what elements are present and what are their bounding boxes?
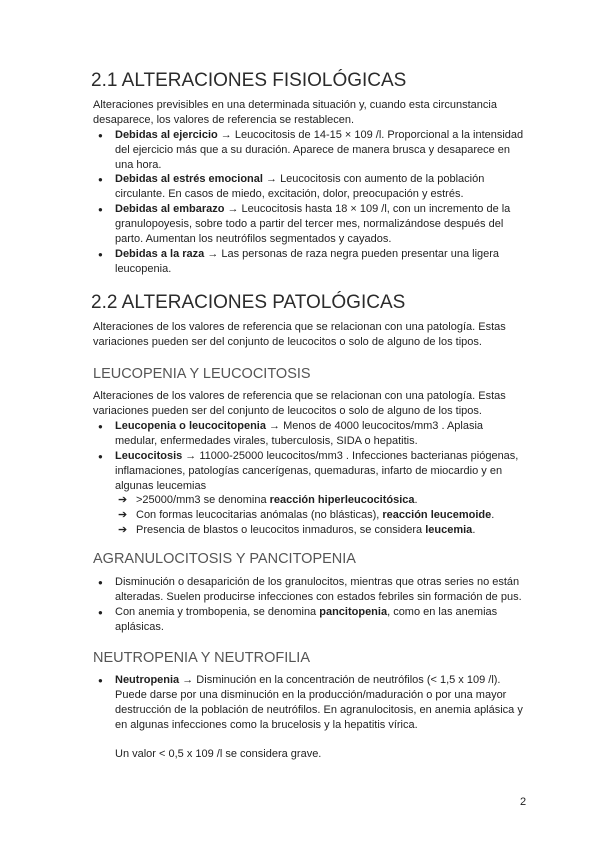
item-text: , como en las anemias: [387, 606, 498, 618]
list-item-line: algunas leucemias: [115, 480, 207, 492]
sub-text: .: [414, 494, 418, 506]
list-item-line: del ejercicio más que a su duración. Aparece de manera brusca y desaparece en: [115, 144, 511, 156]
heading-leucopenia-leucocitosis: LEUCOPENIA Y LEUCOCITOSIS: [93, 366, 311, 382]
bullet-icon: ●: [98, 131, 103, 140]
list-item-line: Puede darse por una disminución en la producción/maduración o por una mayor: [115, 689, 507, 701]
sub-text: Presencia de blastos o leucocitos inmaduros, se considera: [136, 524, 426, 536]
list-item-line: circulante. En casos de miedo, excitación, dolor, preocupación y estrés.: [115, 188, 464, 200]
list-item-line: aplásicas.: [115, 621, 164, 633]
bullet-icon: ●: [98, 578, 103, 587]
list-item-line: parto. Aumentan los neutrófilos segmentados y cayados.: [115, 233, 392, 245]
paragraph-line: variaciones pueden ser del conjunto de leucocitos o solo de alguno de los tipos.: [93, 336, 482, 348]
term: Neutropenia: [115, 674, 180, 686]
bullet-icon: ●: [98, 422, 103, 431]
sub-list-item: [136, 508, 494, 523]
definition: → 11000-25000 leucocitos/mm3 . Infecciones bacterianas piógenas,: [182, 450, 519, 462]
list-item: [115, 605, 497, 620]
sub-text: .: [491, 509, 495, 521]
list-item-line: granulopoyesis, sobre todo a partir del tercer mes, normalizándose después del: [115, 218, 504, 230]
heading-alteraciones-fisiologicas: 2.1 ALTERACIONES FISIOLÓGICAS: [91, 70, 407, 91]
sub-text: .: [472, 524, 476, 536]
sub-list-item: [136, 493, 418, 508]
bullet-icon: ●: [98, 676, 103, 685]
note-line: Un valor < 0,5 x 109 /l se considera grave.: [115, 748, 322, 760]
term: Debidas al estrés emocional: [115, 173, 263, 185]
paragraph-line: Alteraciones de los valores de referencia que se relacionan con una patología. Estas: [93, 321, 506, 333]
term: Debidas al ejercicio: [115, 129, 218, 141]
list-item: [115, 172, 484, 187]
sub-text: >25000/mm3 se denomina: [136, 494, 270, 506]
definition: → Leucocitosis hasta 18 × 109 /l, con un incremento de la: [224, 203, 511, 215]
paragraph-line: variaciones pueden ser del conjunto de leucocitos o solo de alguno de los tipos.: [93, 405, 482, 417]
list-item: [115, 449, 518, 464]
definition: → Menos de 4000 leucocitos/mm3 . Aplasia: [265, 420, 484, 432]
arrow-right-icon: ➔: [118, 524, 128, 536]
list-item-line: medular, enfermedades virales, tuberculosis, SIDA o hepatitis.: [115, 435, 418, 447]
bullet-icon: ●: [98, 205, 103, 214]
list-item-line: una hora.: [115, 159, 162, 171]
definition: → Las personas de raza negra pueden presentar una ligera: [204, 248, 500, 260]
term: reacción hiperleucocitósica: [269, 494, 415, 506]
item-text: Con anemia y trombopenia, se denomina: [115, 606, 320, 618]
arrow-right-icon: ➔: [118, 509, 128, 521]
term: pancitopenia: [319, 606, 388, 618]
page-number: 2: [520, 796, 527, 808]
sub-text: Con formas leucocitarias anómalas (no blásticas),: [136, 509, 383, 521]
bullet-icon: ●: [98, 608, 103, 617]
definition: → Disminución en la concentración de neutrófilos (< 1,5 x 109 /l).: [179, 674, 501, 686]
term: Debidas a la raza: [115, 248, 205, 260]
bullet-icon: ●: [98, 452, 103, 461]
list-item-line: alteradas. Suelen producirse infecciones con estados febriles sin formación de pus.: [115, 591, 522, 603]
heading-neutropenia-neutrofilia: NEUTROPENIA Y NEUTROFILIA: [93, 650, 311, 666]
sub-list-item: [136, 523, 475, 538]
list-item: [115, 128, 523, 143]
term: Leucocitosis: [115, 450, 183, 462]
list-item-line: leucopenia.: [115, 263, 172, 275]
list-item-line: destrucción de la población de neutrófilos. En agranulocitosis, en anemia aplásica y: [115, 704, 523, 716]
list-item: Disminución o desaparición de los granulocitos, mientras que otras series no están: [115, 576, 520, 588]
term: leucemia: [425, 524, 473, 536]
list-item-line: en algunas infecciones como la brucelosis y la hepatitis vírica.: [115, 719, 418, 731]
heading-agranulocitosis-pancitopenia: AGRANULOCITOSIS Y PANCITOPENIA: [93, 551, 356, 567]
heading-alteraciones-patologicas: 2.2 ALTERACIONES PATOLÓGICAS: [91, 292, 406, 313]
definition: → Leucocitosis de 14-15 × 109 /l. Proporcional a la intensidad: [217, 129, 524, 141]
arrow-right-icon: ➔: [118, 494, 128, 506]
term: reacción leucemoide: [382, 509, 492, 521]
list-item: [115, 419, 483, 434]
bullet-icon: ●: [98, 175, 103, 184]
term: Debidas al embarazo: [115, 203, 225, 215]
term: Leucopenia o leucocitopenia: [115, 420, 266, 432]
bullet-icon: ●: [98, 250, 103, 259]
list-item: [115, 202, 510, 217]
list-item-line: inflamaciones, patologías cancerígenas, quemaduras, infarto de miocardio y en: [115, 465, 503, 477]
list-item: [115, 673, 501, 688]
list-item: [115, 247, 499, 262]
paragraph-line: Alteraciones previsibles en una determinada situación y, cuando esta circunstancia: [93, 99, 497, 111]
paragraph-line: Alteraciones de los valores de referencia que se relacionan con una patología. Estas: [93, 390, 506, 402]
definition: → Leucocitosis con aumento de la población: [262, 173, 485, 185]
paragraph-line: desaparece, los valores de referencia se restablecen.: [93, 114, 355, 126]
